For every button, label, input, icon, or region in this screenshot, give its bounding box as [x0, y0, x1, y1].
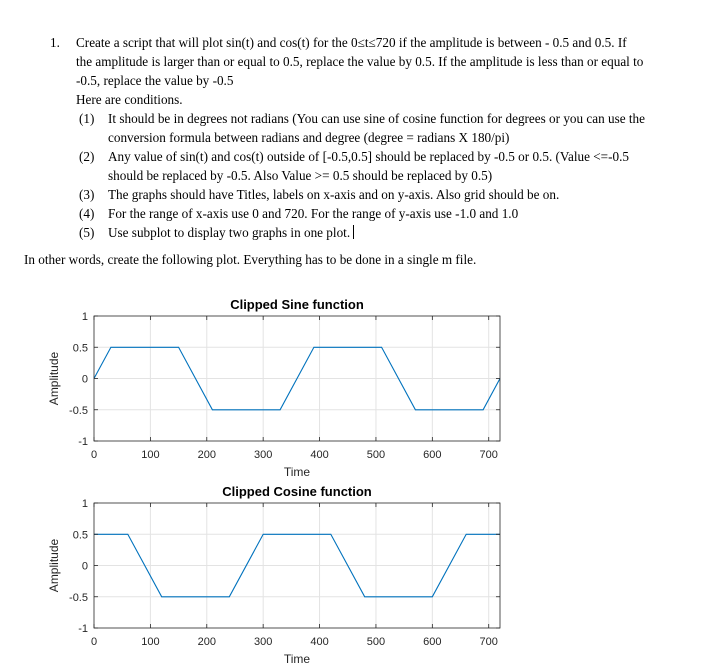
- question-line: Create a script that will plot sin(t) and cos(t) for the 0≤t≤720 if the amplitude is between - 0.5 and 0.5. If: [76, 35, 627, 50]
- x-tick-label: 200: [197, 449, 216, 461]
- condition-number: (4): [79, 206, 95, 221]
- x-tick-label: 200: [197, 636, 216, 648]
- condition-line: For the range of x-axis use 0 and 720. For the range of y-axis use -1.0 and 1.0: [108, 206, 519, 221]
- question-number: 1.: [50, 35, 60, 50]
- x-axis-label: Time: [283, 465, 311, 479]
- y-tick-label: -1: [78, 436, 88, 448]
- x-tick-label: 500: [366, 449, 386, 461]
- chart-title: Clipped Cosine function: [222, 484, 372, 499]
- x-tick-label: 400: [310, 636, 329, 648]
- y-tick-label: -0.5: [69, 404, 88, 417]
- condition-text: Use subplot to display two graphs in one plot.: [108, 225, 351, 240]
- y-tick-label: 1: [81, 498, 88, 510]
- y-tick-label: -1: [78, 623, 88, 635]
- x-tick-label: 0: [90, 636, 98, 648]
- condition-number: (5): [79, 225, 95, 240]
- y-tick-label: 0: [81, 560, 88, 573]
- question-line: -0.5, replace the value by -0.5: [76, 73, 234, 88]
- x-tick-label: 300: [253, 636, 273, 648]
- y-tick-label: 1: [81, 311, 88, 323]
- y-tick-label: 0.5: [72, 342, 88, 355]
- x-tick-label: 100: [141, 449, 160, 461]
- x-axis-label: Time: [283, 652, 311, 666]
- y-axis-label: Amplitude: [47, 351, 61, 406]
- x-tick-label: 500: [366, 636, 386, 648]
- condition-line: conversion formula between radians and degree (degree = radians X 180/pi): [108, 130, 510, 145]
- condition-line: should be replaced by -0.5. Also Value >= 0.5 should be replaced by 0.5): [108, 168, 493, 183]
- y-tick-label: 0: [81, 373, 88, 386]
- x-tick-label: 700: [479, 449, 498, 461]
- x-tick-label: 300: [253, 449, 273, 461]
- subplot-1: [47, 297, 500, 479]
- x-tick-label: 400: [310, 449, 329, 461]
- x-tick-label: 100: [141, 636, 160, 648]
- condition-number: (2): [79, 149, 95, 164]
- chart-title: Clipped Sine function: [230, 297, 364, 312]
- intro-text: In other words, create the following plot. Everything has to be done in a single m file.: [24, 252, 477, 267]
- question-line: Here are conditions.: [76, 92, 183, 107]
- y-tick-label: -0.5: [69, 591, 88, 604]
- question-line: the amplitude is larger than or equal to 0.5, replace the value by 0.5. If the amplitude is less than or equal to: [76, 54, 644, 69]
- condition-line: The graphs should have Titles, labels on x-axis and on y-axis. Also grid should be on.: [108, 187, 560, 202]
- condition-number: (3): [79, 187, 95, 202]
- subplot-2: [47, 484, 500, 666]
- x-tick-label: 700: [479, 636, 498, 648]
- x-tick-label: 0: [90, 449, 98, 461]
- y-axis-label: Amplitude: [47, 538, 61, 593]
- x-tick-label: 600: [423, 636, 442, 648]
- y-tick-label: 0.5: [72, 529, 88, 542]
- condition-line: It should be in degrees not radians (You can use sine of cosine function for degrees or you can use the: [108, 111, 646, 126]
- condition-number: (1): [79, 111, 95, 126]
- condition-line: Any value of sin(t) and cos(t) outside of [-0.5,0.5] should be replaced by -0.5 or 0.5. (Value <=-0.5: [108, 149, 629, 164]
- x-tick-label: 600: [423, 449, 442, 461]
